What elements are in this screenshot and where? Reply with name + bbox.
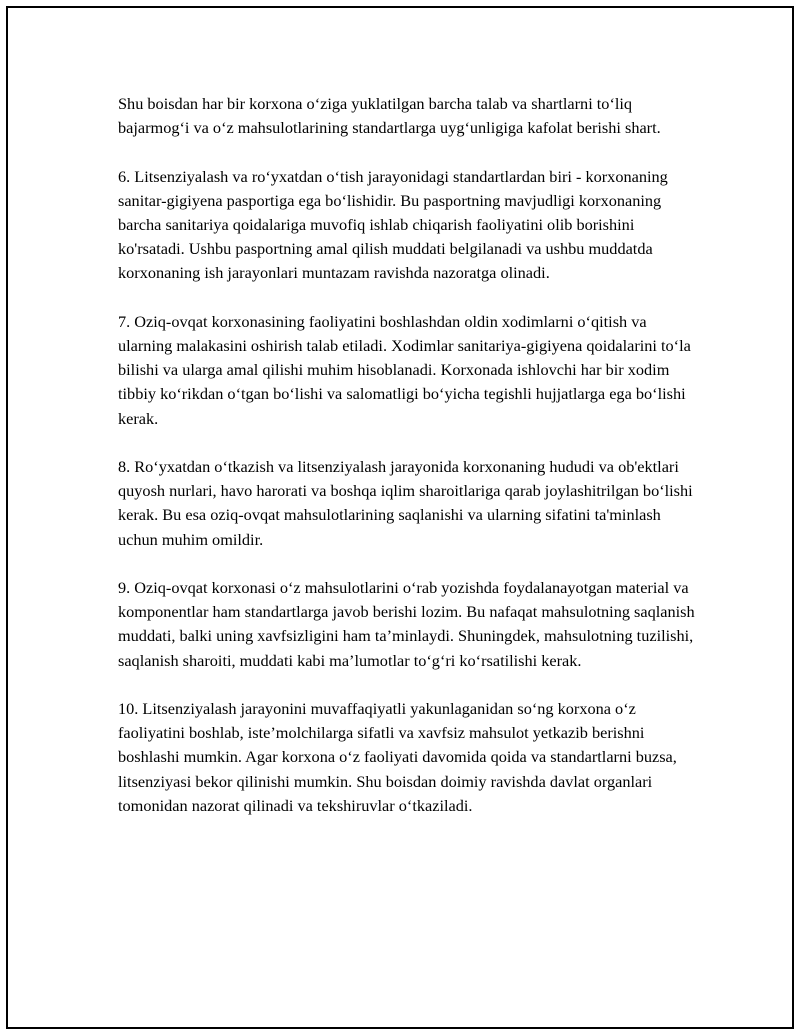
paragraph-9: 9. Oziq-ovqat korxonasi o‘z mahsulotlarini o‘rab yozishda foydalanayotgan material va komponentlar ham standartlarga javob berishi lozim. Bu nafaqat mahsulotning saqlanish muddati, balki uning xavfsizligini ham ta’minlaydi. Shuningdek, mahsulotning tuzilishi, saqlanish sharoiti, muddati kabi ma’lumotlar to‘g‘ri ko‘rsatilishi kerak.	[118, 578, 695, 670]
paragraph-intro: Shu boisdan har bir korxona o‘ziga yuklatilgan barcha talab va shartlarni to‘liq bajarmog‘i va o‘z mahsulotlarining standartlarga uyg‘unligiga kafolat berishi shart.	[118, 94, 661, 138]
paragraph-8: 8. Ro‘yxatdan o‘tkazish va litsenziyalash jarayonida korxonaning hududi va ob'ektlari quyosh nurlari, havo harorati va boshqa iqlim sharoitlariga qarab joylashitrilgan bo‘lishi kerak. Bu esa oziq-ovqat mahsulotlarining saqlanishi va ularning sifatini ta'minlash uchun muhim omildir.	[118, 457, 693, 549]
document-body	[118, 92, 698, 818]
paragraph-6: 6. Litsenziyalash va ro‘yxatdan o‘tish jarayonidagi standartlardan biri - korxonaning sanitar-gigiyena pasportiga ega bo‘lishidir. Bu pasportning mavjudligi korxonaning barcha sanitariya qoidalariga muvofiq ishlab chiqarish faoliyatini olib borishini ko'rsatadi. Ushbu pasportning amal qilish muddati belgilanadi va ushbu muddatda korxonaning ish jarayonlari muntazam ravishda nazoratga olinadi.	[118, 166, 668, 283]
paragraph-10: 10. Litsenziyalash jarayonini muvaffaqiyatli yakunlaganidan so‘ng korxona o‘z faoliyatini boshlab, iste’molchilarga sifatli va xavfsiz mahsulot yetkazib berishni boshlashi mumkin. Agar korxona o‘z faoliyati davomida qoida va standartlarni buzsa, litsenziyasi bekor qilinishi mumkin. Shu boisdan doimiy ravishda davlat organlari tomonidan nazorat qilinadi va tekshiruvlar o‘tkaziladi.	[118, 699, 677, 815]
paragraph-7: 7. Oziq-ovqat korxonasining faoliyatini boshlashdan oldin xodimlarni o‘qitish va ularning malakasini oshirish talab etiladi. Xodimlar sanitariya-gigiyena qoidalarini to‘la bilishi va ularga amal qilishi muhim hisoblanadi. Korxonada ishlovchi har bir xodim tibbiy ko‘rikdan o‘tgan bo‘lishi va salomatligi bo‘yicha tegishli hujjatlarga ega bo‘lishi kerak.	[118, 311, 691, 428]
